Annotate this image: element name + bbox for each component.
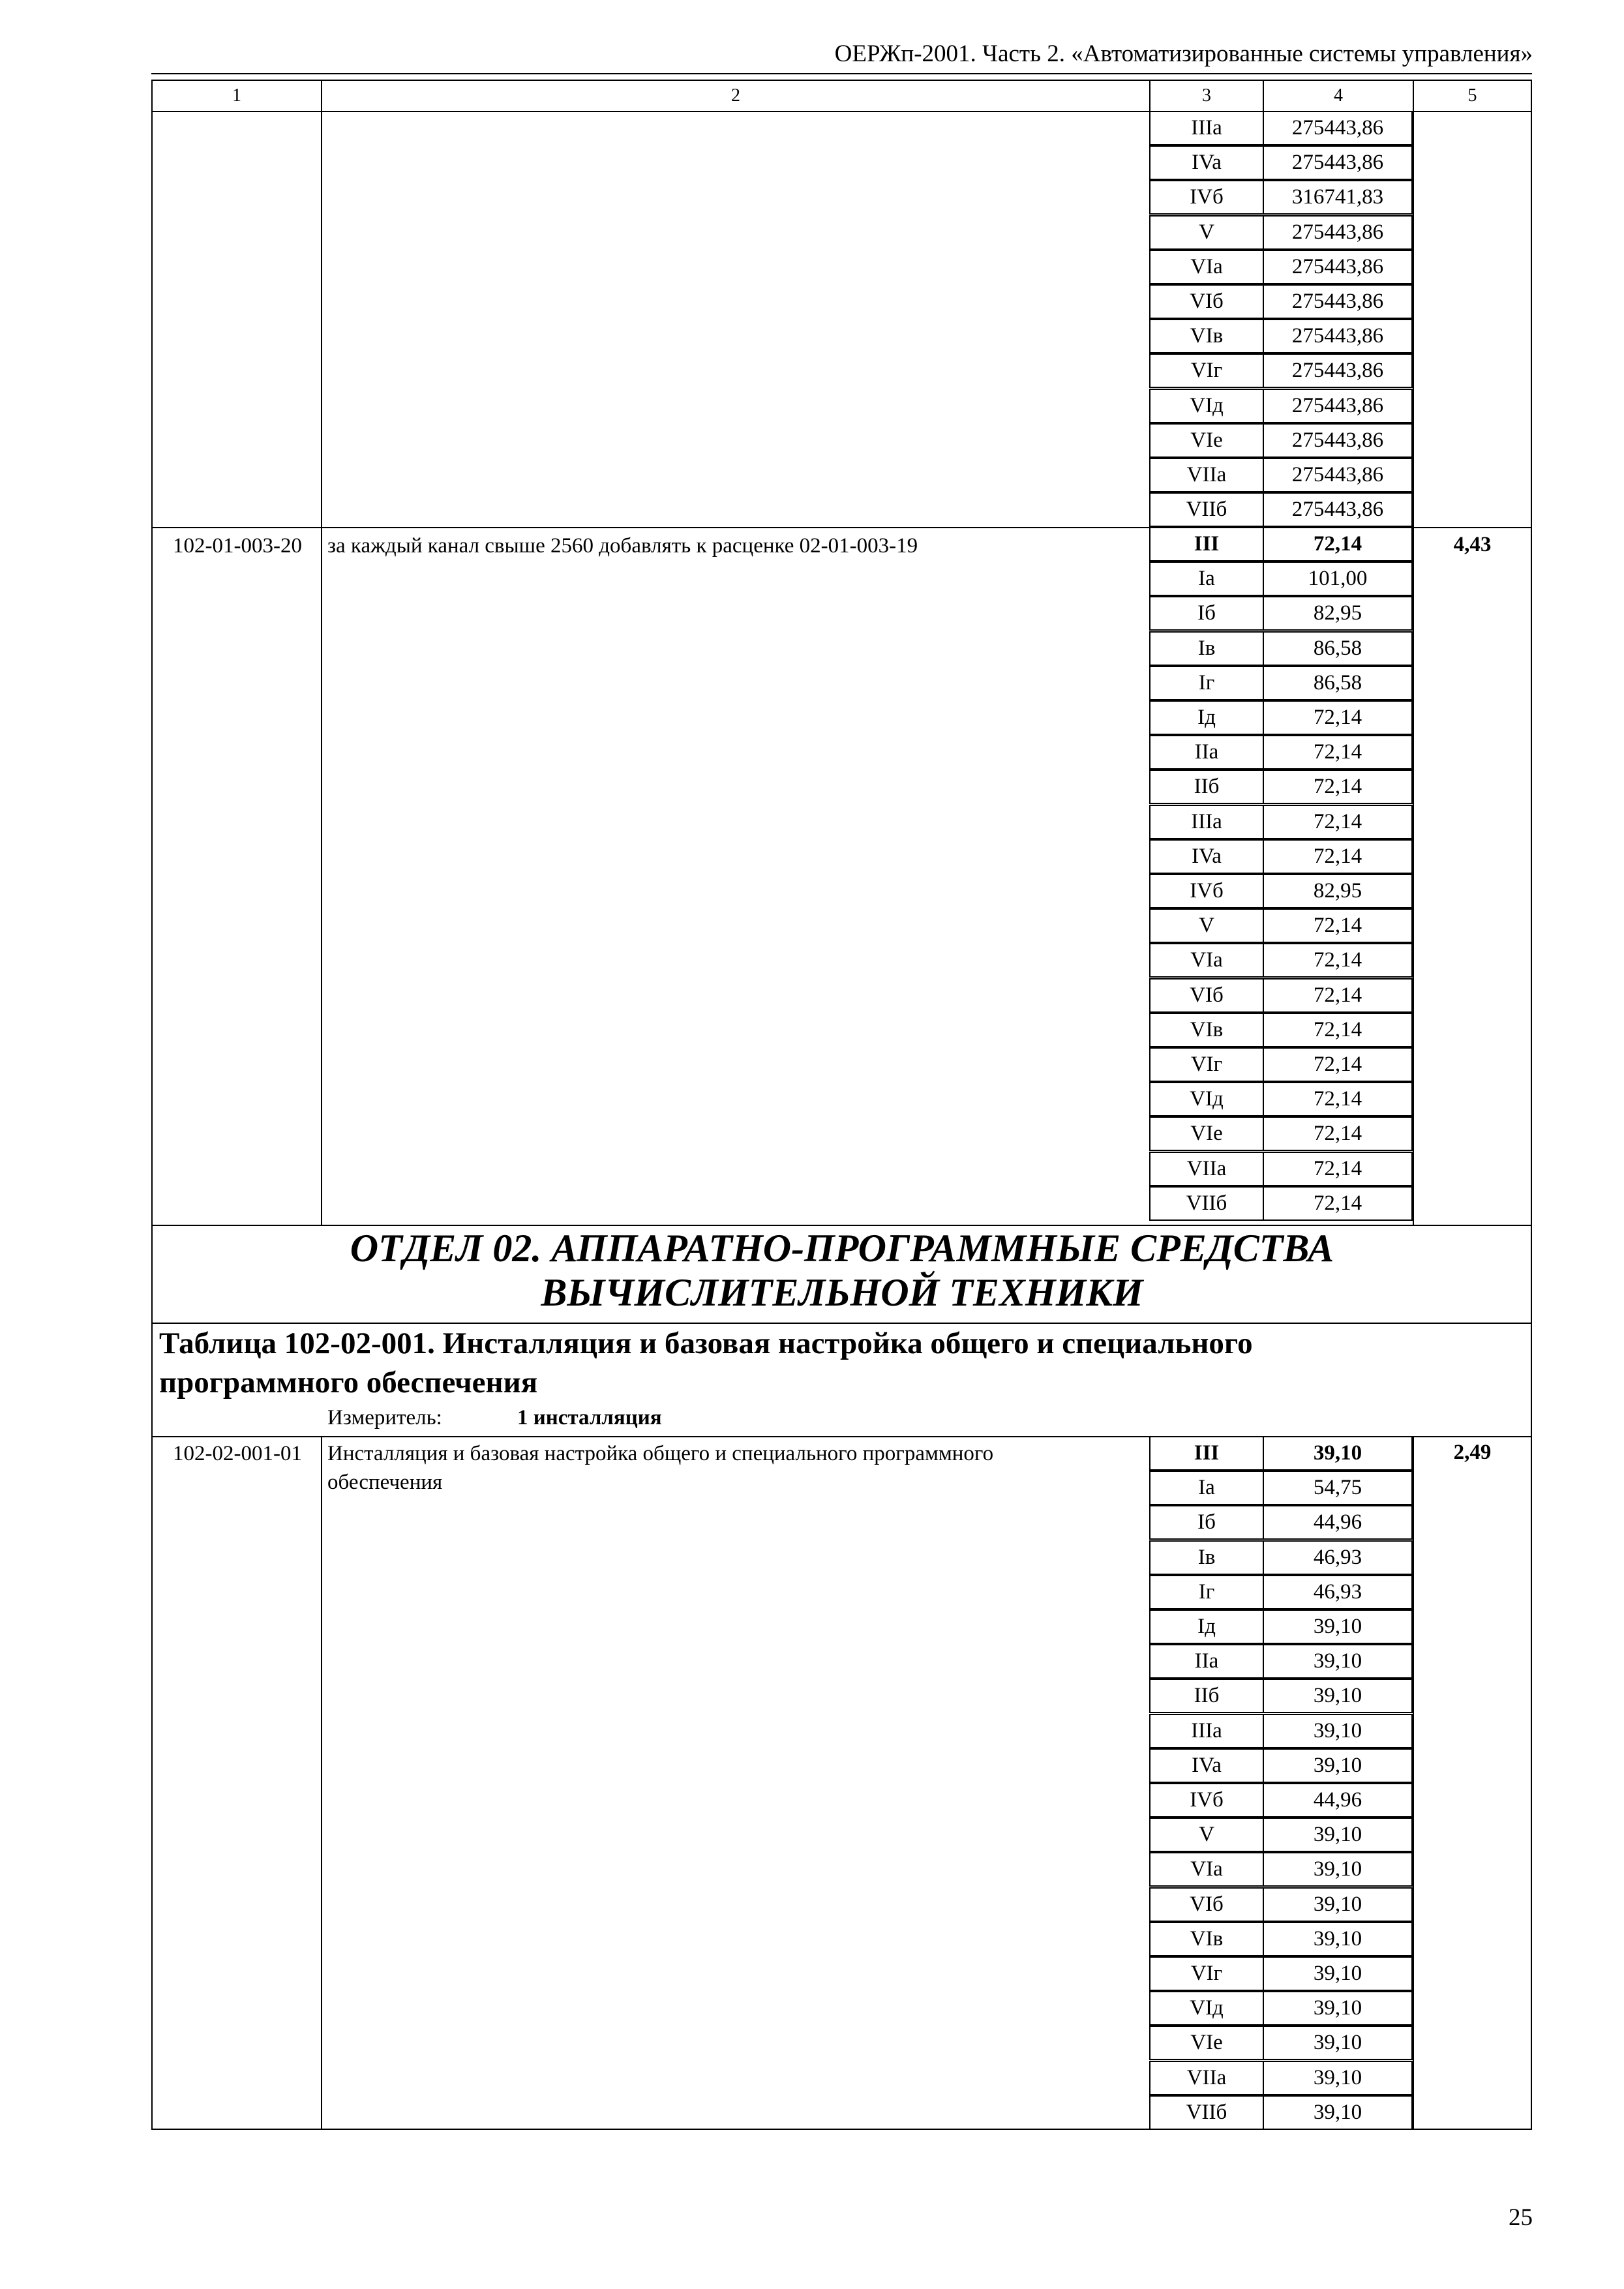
row-divider <box>151 527 1150 528</box>
rate-column5-value: 4,43 <box>1453 533 1492 556</box>
zone-code-cell: VIб <box>1149 284 1264 319</box>
zone-code-cell: VIa <box>1149 250 1264 284</box>
rate-value-cell: 54,75 <box>1263 1471 1413 1505</box>
rate-column5-value: 2,49 <box>1453 1441 1492 1464</box>
rate-value-cell: 39,10 <box>1263 1852 1413 1887</box>
table-title-line-2: программного обеспечения <box>159 1366 538 1399</box>
zone-code-cell: V <box>1149 908 1264 943</box>
zone-code-cell: IIa <box>1149 1644 1264 1679</box>
rate-value-cell: 275443,86 <box>1263 492 1413 527</box>
rate-value-cell: 39,10 <box>1263 2061 1413 2095</box>
zone-code-cell: IVa <box>1149 145 1264 180</box>
meter-value: 1 инсталляция <box>517 1406 662 1429</box>
zone-code-cell: VIe <box>1149 2026 1264 2060</box>
zone-code-cell: Iд <box>1149 1609 1264 1644</box>
zone-code-cell: IVб <box>1149 874 1264 908</box>
zone-code-cell: VIг <box>1149 353 1264 388</box>
column-header-2: 2 <box>321 80 1150 112</box>
rate-value-cell: 39,10 <box>1263 1818 1413 1852</box>
rate-value-cell: 72,14 <box>1263 770 1413 804</box>
zone-code-cell: Iб <box>1149 596 1264 631</box>
rate-value-cell: 72,14 <box>1263 1186 1413 1221</box>
column-divider <box>1413 111 1414 1226</box>
zone-code-cell: IVa <box>1149 839 1264 874</box>
rate-value-cell: 44,96 <box>1263 1783 1413 1818</box>
column-header-5: 5 <box>1413 80 1532 112</box>
zone-code-cell: V <box>1149 1818 1264 1852</box>
rate-value-cell: 316741,83 <box>1263 180 1413 215</box>
section-title-line-1: ОТДЕЛ 02. АППАРАТНО-ПРОГРАММНЫЕ СРЕДСТВА <box>350 1227 1334 1270</box>
rate-value-cell: 39,10 <box>1263 1609 1413 1644</box>
rate-value-cell: 72,14 <box>1263 839 1413 874</box>
rate-value-cell: 86,58 <box>1263 666 1413 700</box>
column-header-1: 1 <box>151 80 322 112</box>
zone-code-cell: VIIб <box>1149 2095 1264 2130</box>
zone-code-cell: IIб <box>1149 770 1264 804</box>
rate-value-cell: 39,10 <box>1263 1644 1413 1679</box>
zone-code-cell: IVб <box>1149 1783 1264 1818</box>
rate-value-cell: 72,14 <box>1263 908 1413 943</box>
rate-value-cell: 72,14 <box>1263 1082 1413 1116</box>
column-header-4: 4 <box>1263 80 1414 112</box>
rate-value-cell: 39,10 <box>1263 1887 1413 1922</box>
rate-value-cell: 82,95 <box>1263 874 1413 908</box>
zone-code-cell: Iг <box>1149 1575 1264 1609</box>
rate-value-cell: 275443,86 <box>1263 423 1413 458</box>
rate-description-line-2: обеспечения <box>327 1471 443 1494</box>
zone-code-cell: VIIб <box>1149 492 1264 527</box>
rate-value-cell: 46,93 <box>1263 1540 1413 1575</box>
column-divider <box>1413 1436 1414 2130</box>
zone-code-cell: IIIa <box>1149 805 1264 839</box>
rate-value-cell: 101,00 <box>1263 561 1413 596</box>
section-title <box>154 1226 1530 1315</box>
rate-value-cell: 275443,86 <box>1263 389 1413 423</box>
zone-code-cell: VIa <box>1149 943 1264 978</box>
rate-value-cell: 39,10 <box>1263 1436 1413 1471</box>
zone-code-cell: Iв <box>1149 631 1264 666</box>
zone-code-cell: IVa <box>1149 1748 1264 1783</box>
zone-code-cell: IIa <box>1149 735 1264 770</box>
rate-value-cell: 39,10 <box>1263 1714 1413 1748</box>
rate-description: за каждый канал свыше 2560 добавлять к расценке 02-01-003-19 <box>327 534 918 558</box>
table-title <box>159 1324 1522 1402</box>
zone-code-cell: Iд <box>1149 700 1264 735</box>
rate-value-cell: 72,14 <box>1263 978 1413 1013</box>
zone-code-cell: Ia <box>1149 1471 1264 1505</box>
rate-value-cell: 275443,86 <box>1263 215 1413 250</box>
rate-value-cell: 39,10 <box>1263 1679 1413 1713</box>
rate-value-cell: 39,10 <box>1263 1956 1413 1991</box>
zone-code-cell: VIв <box>1149 1013 1264 1047</box>
column-divider <box>321 1436 322 2130</box>
rate-value-cell: 72,14 <box>1263 1116 1413 1151</box>
rate-value-cell: 72,14 <box>1263 1013 1413 1047</box>
rate-value-cell: 86,58 <box>1263 631 1413 666</box>
zone-code-cell: VIIa <box>1149 458 1264 492</box>
rate-value-cell: 72,14 <box>1263 527 1413 561</box>
rate-value-cell: 275443,86 <box>1263 111 1413 145</box>
zone-code-cell: VIIa <box>1149 2061 1264 2095</box>
rate-value-cell: 72,14 <box>1263 1152 1413 1186</box>
zone-code-cell: VIг <box>1149 1047 1264 1082</box>
table-title-line-1: Таблица 102-02-001. Инсталляция и базовая настройка общего и специального <box>159 1326 1253 1360</box>
zone-code-cell: Iв <box>1149 1540 1264 1575</box>
rate-value-cell: 46,93 <box>1263 1575 1413 1609</box>
rate-value-cell: 275443,86 <box>1263 284 1413 319</box>
zone-code-cell: VIб <box>1149 1887 1264 1922</box>
rate-value-cell: 275443,86 <box>1263 319 1413 353</box>
column-header-3: 3 <box>1149 80 1264 112</box>
zone-code-cell: Iг <box>1149 666 1264 700</box>
rate-value-cell: 39,10 <box>1263 2026 1413 2060</box>
rate-description-line-1: Инсталляция и базовая настройка общего и специального программного <box>327 1442 994 1465</box>
zone-code-cell: IIб <box>1149 1679 1264 1713</box>
rate-value-cell: 39,10 <box>1263 1991 1413 2026</box>
rate-value-cell: 72,14 <box>1263 700 1413 735</box>
zone-code-cell: VIIб <box>1149 1186 1264 1221</box>
header-rule <box>151 73 1532 74</box>
zone-code-cell: Ia <box>1149 561 1264 596</box>
zone-code-cell: IIIa <box>1149 1714 1264 1748</box>
zone-code-cell: Iб <box>1149 1505 1264 1540</box>
zone-code-cell: VIe <box>1149 1116 1264 1151</box>
zone-code-cell: IVб <box>1149 180 1264 215</box>
zone-code-cell: VIв <box>1149 1922 1264 1956</box>
rate-value-cell: 44,96 <box>1263 1505 1413 1540</box>
rate-code: 102-02-001-01 <box>173 1442 302 1465</box>
zone-code-cell: V <box>1149 215 1264 250</box>
page-number: 25 <box>1509 2204 1533 2231</box>
rate-value-cell: 72,14 <box>1263 735 1413 770</box>
zone-code-cell: VIв <box>1149 319 1264 353</box>
zone-code-cell: IIIa <box>1149 111 1264 145</box>
rate-value-cell: 275443,86 <box>1263 145 1413 180</box>
rate-description <box>327 1439 1149 1497</box>
meter-label: Измеритель: <box>327 1406 442 1429</box>
rate-value-cell: 39,10 <box>1263 1748 1413 1783</box>
zone-code-cell: VIб <box>1149 978 1264 1013</box>
zone-code-cell: VIa <box>1149 1852 1264 1887</box>
column-divider <box>321 111 322 1226</box>
row-divider <box>1413 527 1532 528</box>
zone-code-cell: VIд <box>1149 1082 1264 1116</box>
zone-code-cell: III <box>1149 527 1264 561</box>
rate-value-cell: 82,95 <box>1263 596 1413 631</box>
zone-code-cell: III <box>1149 1436 1264 1471</box>
rate-code: 102-01-003-20 <box>173 534 302 558</box>
rate-value-cell: 275443,86 <box>1263 250 1413 284</box>
rate-value-cell: 72,14 <box>1263 805 1413 839</box>
zone-code-cell: VIд <box>1149 389 1264 423</box>
rate-value-cell: 72,14 <box>1263 943 1413 978</box>
zone-code-cell: VIд <box>1149 1991 1264 2026</box>
rate-value-cell: 72,14 <box>1263 1047 1413 1082</box>
rate-value-cell: 39,10 <box>1263 1922 1413 1956</box>
running-header: ОЕРЖп-2001. Часть 2. «Автоматизированные системы управления» <box>834 40 1533 67</box>
rate-value-cell: 39,10 <box>1263 2095 1413 2130</box>
zone-code-cell: VIIa <box>1149 1152 1264 1186</box>
rate-value-cell: 275443,86 <box>1263 458 1413 492</box>
section-title-line-2: ВЫЧИСЛИТЕЛЬНОЙ ТЕХНИКИ <box>541 1271 1143 1314</box>
zone-code-cell: VIe <box>1149 423 1264 458</box>
rate-value-cell: 275443,86 <box>1263 353 1413 388</box>
zone-code-cell: VIг <box>1149 1956 1264 1991</box>
